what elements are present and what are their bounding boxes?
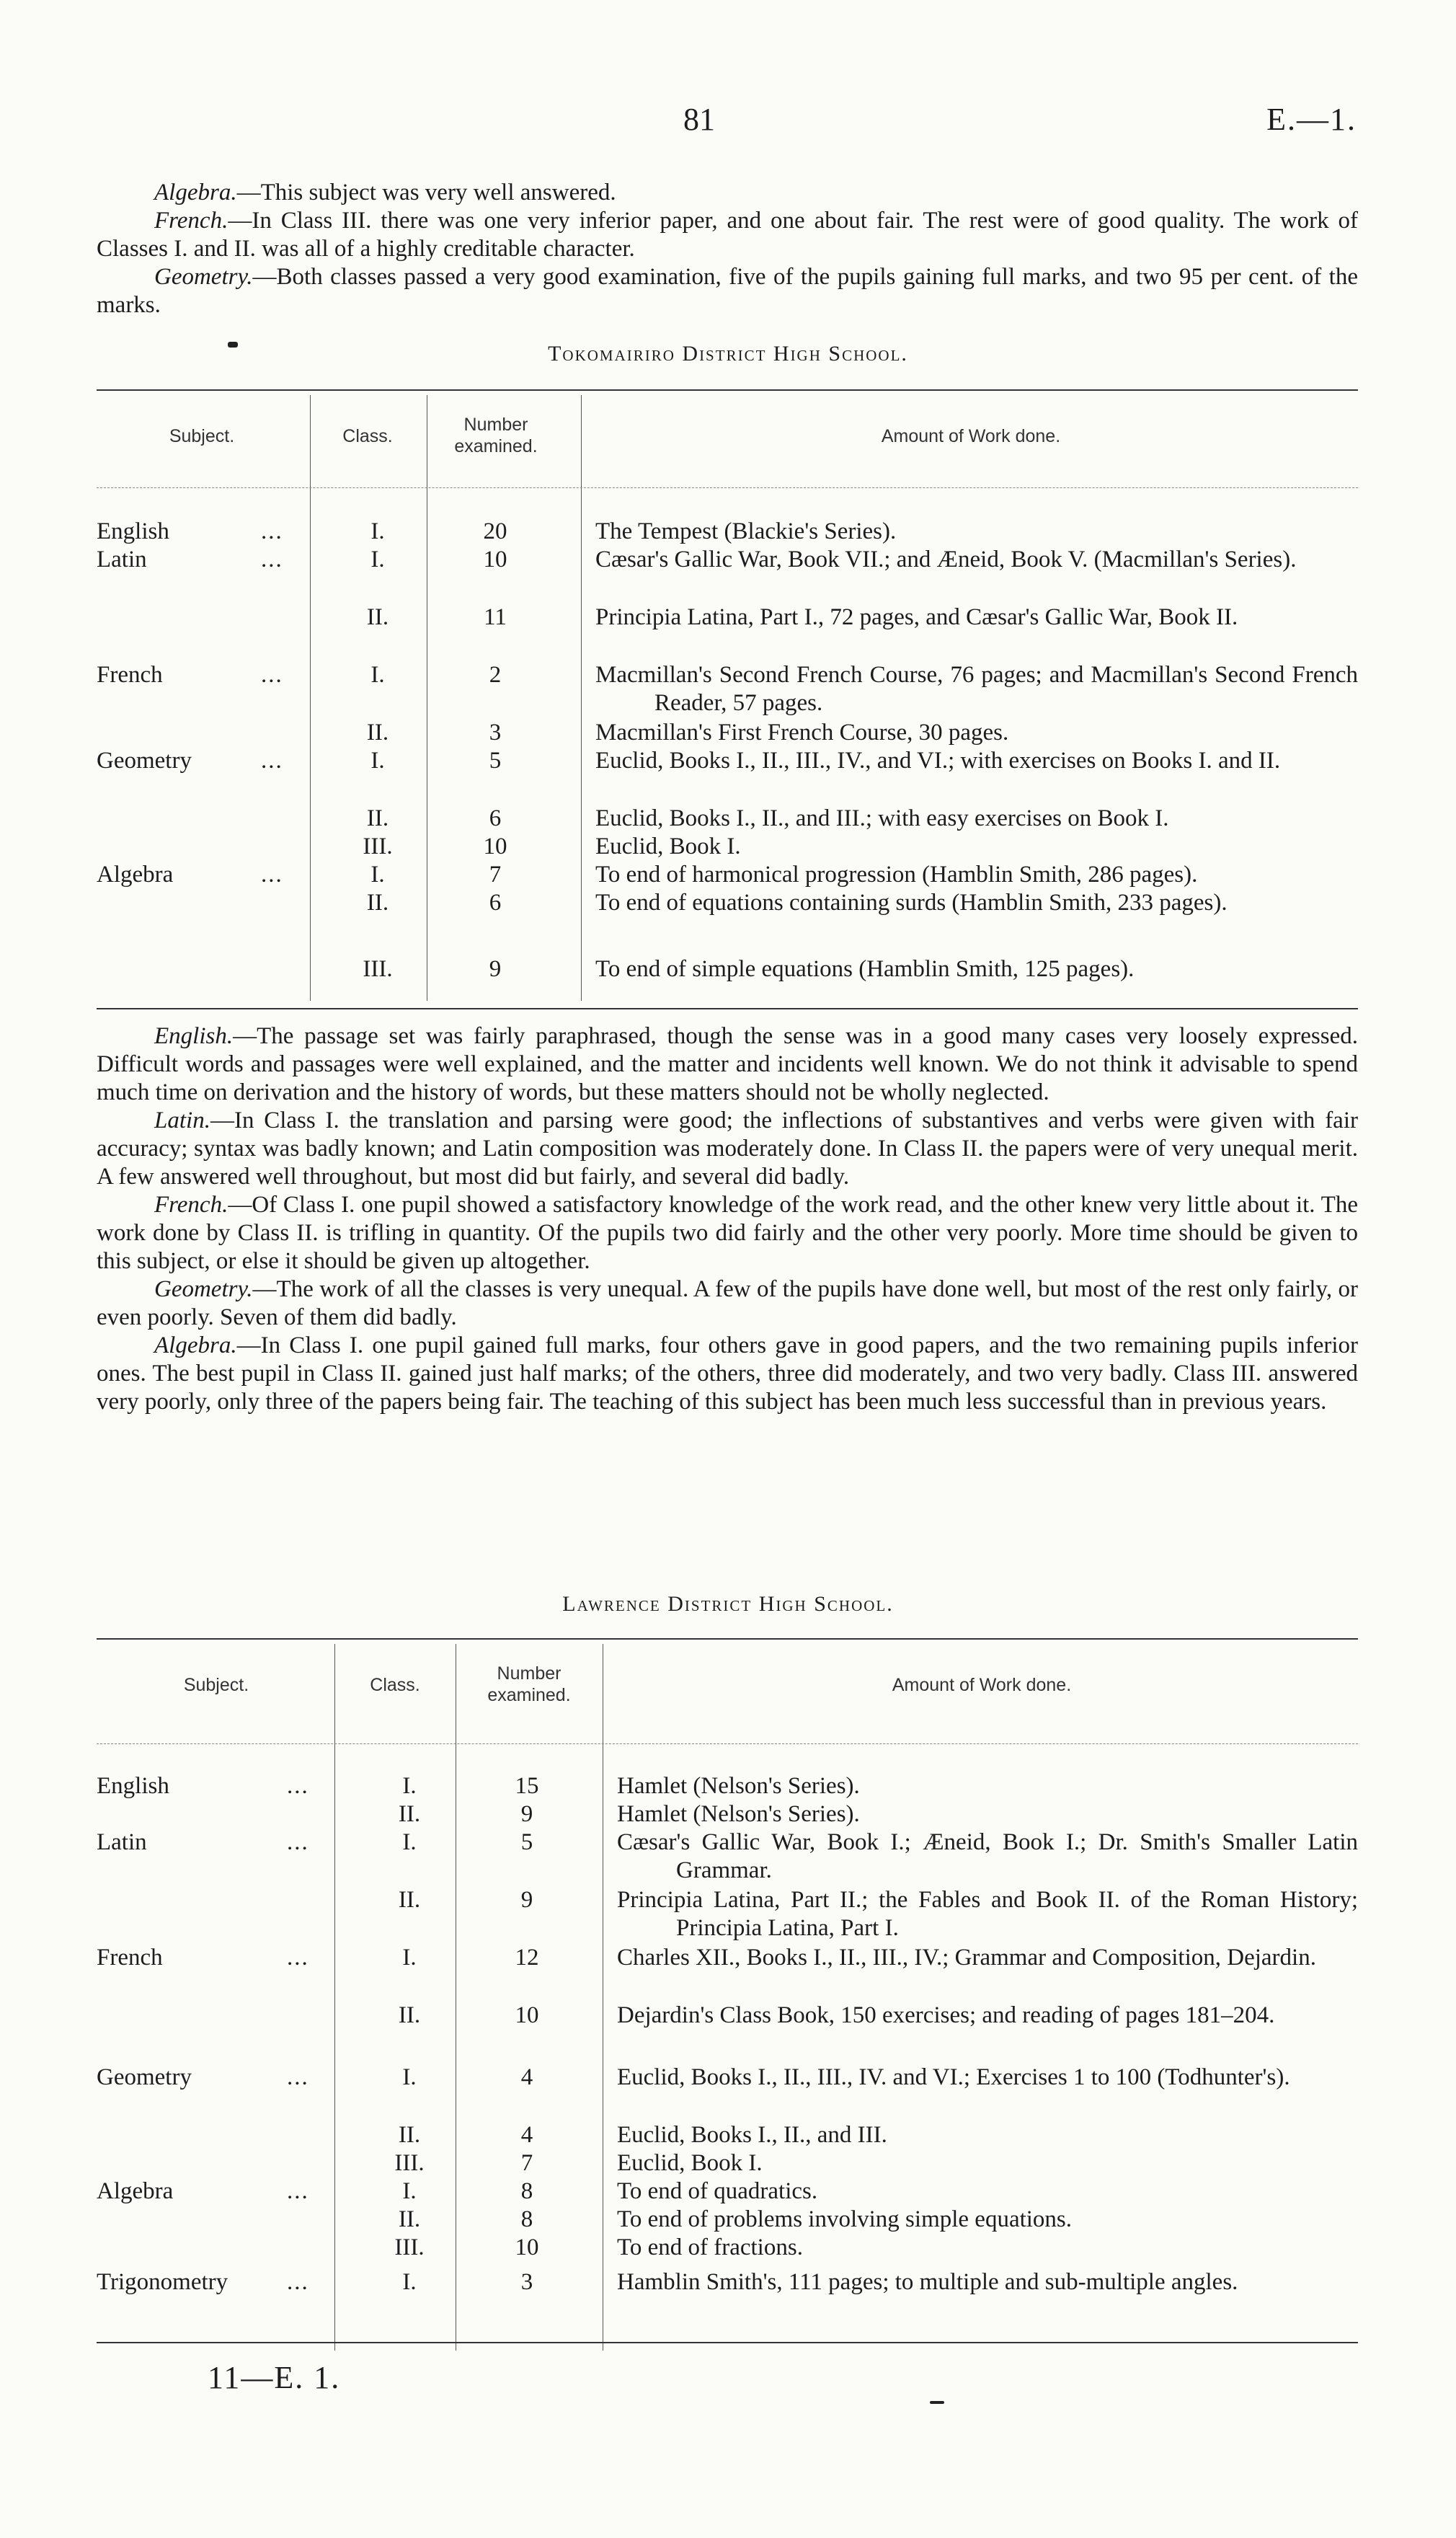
row-work: To end of quadratics. <box>617 2178 818 2204</box>
table1-header-rule <box>97 487 1358 488</box>
row-work: Hamlet (Nelson's Series). <box>617 1801 860 1827</box>
row-class: II. <box>366 604 389 630</box>
row-class: I. <box>370 862 385 888</box>
row-dots: ... <box>261 862 283 888</box>
row-work: Euclid, Books I., II., and III. <box>617 2122 887 2148</box>
table2-title: Lawrence District High School. <box>562 1592 894 1616</box>
row-number: 4 <box>520 2122 533 2148</box>
table1-divider <box>310 395 311 1001</box>
row-dots: ... <box>287 2178 309 2204</box>
paragraph-algebra-intro: Algebra.—This subject was very well answered. <box>154 180 616 205</box>
table2-header-number: Number examined. <box>487 1663 571 1705</box>
table2-divider <box>334 1644 335 2351</box>
row-class: I. <box>402 2178 417 2204</box>
paragraph-geometry: Geometry.—The work of all the classes is very unequal. A few of the pupils have done well, but most of the rest only fairly, or even poorly. Seven of them did badly. <box>97 1276 1358 1330</box>
row-number: 5 <box>489 748 502 774</box>
row-work: To end of equations containing surds (Hamblin Smith, 233 pages). <box>595 890 1228 916</box>
row-work: Euclid, Books I., II., III., IV. and VI.; Exercises 1 to 100 (Todhunter's). <box>617 2064 1290 2090</box>
row-number: 9 <box>489 956 502 982</box>
row-subject: English <box>97 1773 169 1799</box>
row-dots: ... <box>287 2269 309 2295</box>
row-number: 7 <box>489 862 502 888</box>
row-class: III. <box>394 2150 425 2176</box>
paragraph-french-intro: French.—In Class III. there was one very inferior paper, and one about fair. The rest were of good quality. The work of Classes I. and II. was all of a highly creditable character. <box>97 208 1358 262</box>
paragraph-english: English.—The passage set was fairly paraphrased, though the sense was in a good many cases very loosely expressed. Difficult words and passages were well explained, and the matter and incidents well known. We do not think it advisable to spend much time on derivation and the history of words, but these matters should not be wholly neglected. <box>97 1023 1358 1105</box>
row-number: 3 <box>520 2269 533 2295</box>
paragraph-french: French.—Of Class I. one pupil showed a satisfactory knowledge of the work read, and the other knew very little about it. The work done by Class II. is trifling in quantity. Of the pupils two did fairly and the other very poorly. More time should be given to this subject, or else it should be given up altogether. <box>97 1192 1358 1274</box>
row-number: 9 <box>520 1887 533 1913</box>
row-class: III. <box>363 834 393 859</box>
table1-header-class: Class. <box>342 426 393 446</box>
row-work: To end of simple equations (Hamblin Smith, 125 pages). <box>595 956 1135 982</box>
page-header <box>0 101 1456 144</box>
row-number: 6 <box>489 890 502 916</box>
row-class: I. <box>402 2269 417 2295</box>
row-dots: ... <box>287 1773 309 1799</box>
row-number: 15 <box>515 1773 539 1799</box>
row-number: 9 <box>520 1801 533 1827</box>
table1-header-number: Number examined. <box>454 415 538 456</box>
row-work: Principia Latina, Part II.; the Fables and Book II. of the Roman History; Principia Latina, Part I. <box>617 1887 1358 1941</box>
row-work: Hamblin Smith's, 111 pages; to multiple and sub-multiple angles. <box>617 2269 1238 2295</box>
row-number: 12 <box>515 1945 539 1971</box>
page-footer: 11—E. 1. <box>208 2360 341 2395</box>
row-work: Euclid, Book I. <box>595 834 741 859</box>
row-subject: English <box>97 518 169 544</box>
row-class: II. <box>398 1801 421 1827</box>
row-subject: Latin <box>97 547 147 572</box>
row-dots: ... <box>261 547 283 572</box>
row-class: III. <box>394 2234 425 2260</box>
row-subject: Trigonometry <box>97 2269 228 2295</box>
table1-divider <box>581 395 582 1001</box>
row-number: 11 <box>484 604 507 630</box>
ink-speck <box>228 342 238 348</box>
row-class: II. <box>366 890 389 916</box>
row-class: I. <box>370 518 385 544</box>
report-section <box>97 1022 1358 1416</box>
row-work: Principia Latina, Part I., 72 pages, and Cæsar's Gallic War, Book II. <box>595 604 1238 630</box>
row-number: 10 <box>483 547 507 572</box>
row-number: 10 <box>515 2234 539 2260</box>
row-class: II. <box>398 2002 421 2028</box>
table1-bottom-rule <box>97 1008 1358 1009</box>
row-number: 7 <box>520 2150 533 2176</box>
row-class: I. <box>402 1945 417 1971</box>
row-class: III. <box>363 956 393 982</box>
table1-header-subject: Subject. <box>169 426 235 446</box>
row-class: I. <box>370 547 385 572</box>
row-class: II. <box>398 2122 421 2148</box>
row-work: To end of harmonical progression (Hamblin Smith, 286 pages). <box>595 862 1198 888</box>
table1-header-work: Amount of Work done. <box>881 426 1061 446</box>
row-class: I. <box>402 1773 417 1799</box>
row-class: I. <box>370 748 385 774</box>
intro-section <box>97 179 1358 319</box>
row-dots: ... <box>287 2064 309 2090</box>
row-number: 8 <box>520 2206 533 2232</box>
table2-bottom-rule <box>97 2342 1358 2343</box>
row-subject: Geometry <box>97 748 192 774</box>
row-number: 6 <box>489 805 502 831</box>
row-subject: Algebra <box>97 2178 174 2204</box>
row-number: 2 <box>489 662 502 688</box>
row-dots: ... <box>261 518 283 544</box>
document-reference: E.—1. <box>1266 102 1357 137</box>
row-work: Euclid, Books I., II., III., IV., and VI.; with exercises on Books I. and II. <box>595 748 1281 774</box>
ink-speck <box>930 2401 944 2404</box>
row-work: Euclid, Books I., II., and III.; with easy exercises on Book I. <box>595 805 1169 831</box>
row-subject: Geometry <box>97 2064 192 2090</box>
paragraph-latin: Latin.—In Class I. the translation and parsing were good; the inflections of substantives and verbs were given with fair accuracy; syntax was badly known; and Latin composition was moderately done. In Class II. the papers were of very unequal merit. A few answered well throughout, but most did but fairly, and several did badly. <box>97 1107 1358 1190</box>
table2-header-class: Class. <box>370 1675 420 1695</box>
table2-header-work: Amount of Work done. <box>892 1675 1072 1695</box>
row-work: Cæsar's Gallic War, Book I.; Æneid, Book I.; Dr. Smith's Smaller Latin Grammar. <box>617 1829 1358 1883</box>
row-number: 10 <box>515 2002 539 2028</box>
row-class: II. <box>366 720 389 746</box>
row-subject: French <box>97 662 163 688</box>
row-work: Euclid, Book I. <box>617 2150 763 2176</box>
row-work: To end of problems involving simple equations. <box>617 2206 1073 2232</box>
row-dots: ... <box>261 662 283 688</box>
row-class: II. <box>398 1887 421 1913</box>
paragraph-geometry-intro: Geometry.—Both classes passed a very good examination, five of the pupils gaining full marks, and two 95 per cent. of the marks. <box>97 264 1358 318</box>
row-dots: ... <box>287 1829 309 1855</box>
row-subject: Latin <box>97 1829 147 1855</box>
row-number: 10 <box>483 834 507 859</box>
row-class: I. <box>402 2064 417 2090</box>
table2-top-rule <box>97 1638 1358 1640</box>
row-work: To end of fractions. <box>617 2234 803 2260</box>
page-number: 81 <box>683 102 715 137</box>
row-class: II. <box>366 805 389 831</box>
row-number: 5 <box>520 1829 533 1855</box>
row-subject: Algebra <box>97 862 174 888</box>
table2-header-subject: Subject. <box>183 1675 249 1695</box>
row-number: 8 <box>520 2178 533 2204</box>
row-class: I. <box>402 1829 417 1855</box>
row-work: Cæsar's Gallic War, Book VII.; and Æneid, Book V. (Macmillan's Series). <box>595 547 1297 572</box>
row-work: Macmillan's First French Course, 30 pages. <box>595 720 1009 746</box>
row-dots: ... <box>261 748 283 774</box>
row-work: Macmillan's Second French Course, 76 pages; and Macmillan's Second French Reader, 57 pages. <box>595 662 1358 716</box>
table1-top-rule <box>97 389 1358 391</box>
row-work: Hamlet (Nelson's Series). <box>617 1773 860 1799</box>
row-work: Charles XII., Books I., II., III., IV.; Grammar and Composition, Dejardin. <box>617 1945 1316 1971</box>
row-work: Dejardin's Class Book, 150 exercises; and reading of pages 181–204. <box>617 2002 1275 2028</box>
table1-title: Tokomairiro District High School. <box>548 342 908 366</box>
row-work: The Tempest (Blackie's Series). <box>595 518 897 544</box>
row-number: 4 <box>520 2064 533 2090</box>
row-class: II. <box>398 2206 421 2232</box>
row-dots: ... <box>287 1945 309 1971</box>
row-subject: French <box>97 1945 163 1971</box>
row-number: 20 <box>483 518 507 544</box>
paragraph-algebra: Algebra.—In Class I. one pupil gained full marks, four others gave in good papers, and the two remaining pupils inferior ones. The best pupil in Class II. gained just half marks; of the others, three did moderately, and two very badly. Class III. answered very poorly, only three of the papers being fair. The teaching of this subject has been much less successful than in previous years. <box>97 1332 1358 1415</box>
row-class: I. <box>370 662 385 688</box>
table2-header-rule <box>97 1743 1358 1744</box>
row-number: 3 <box>489 720 502 746</box>
